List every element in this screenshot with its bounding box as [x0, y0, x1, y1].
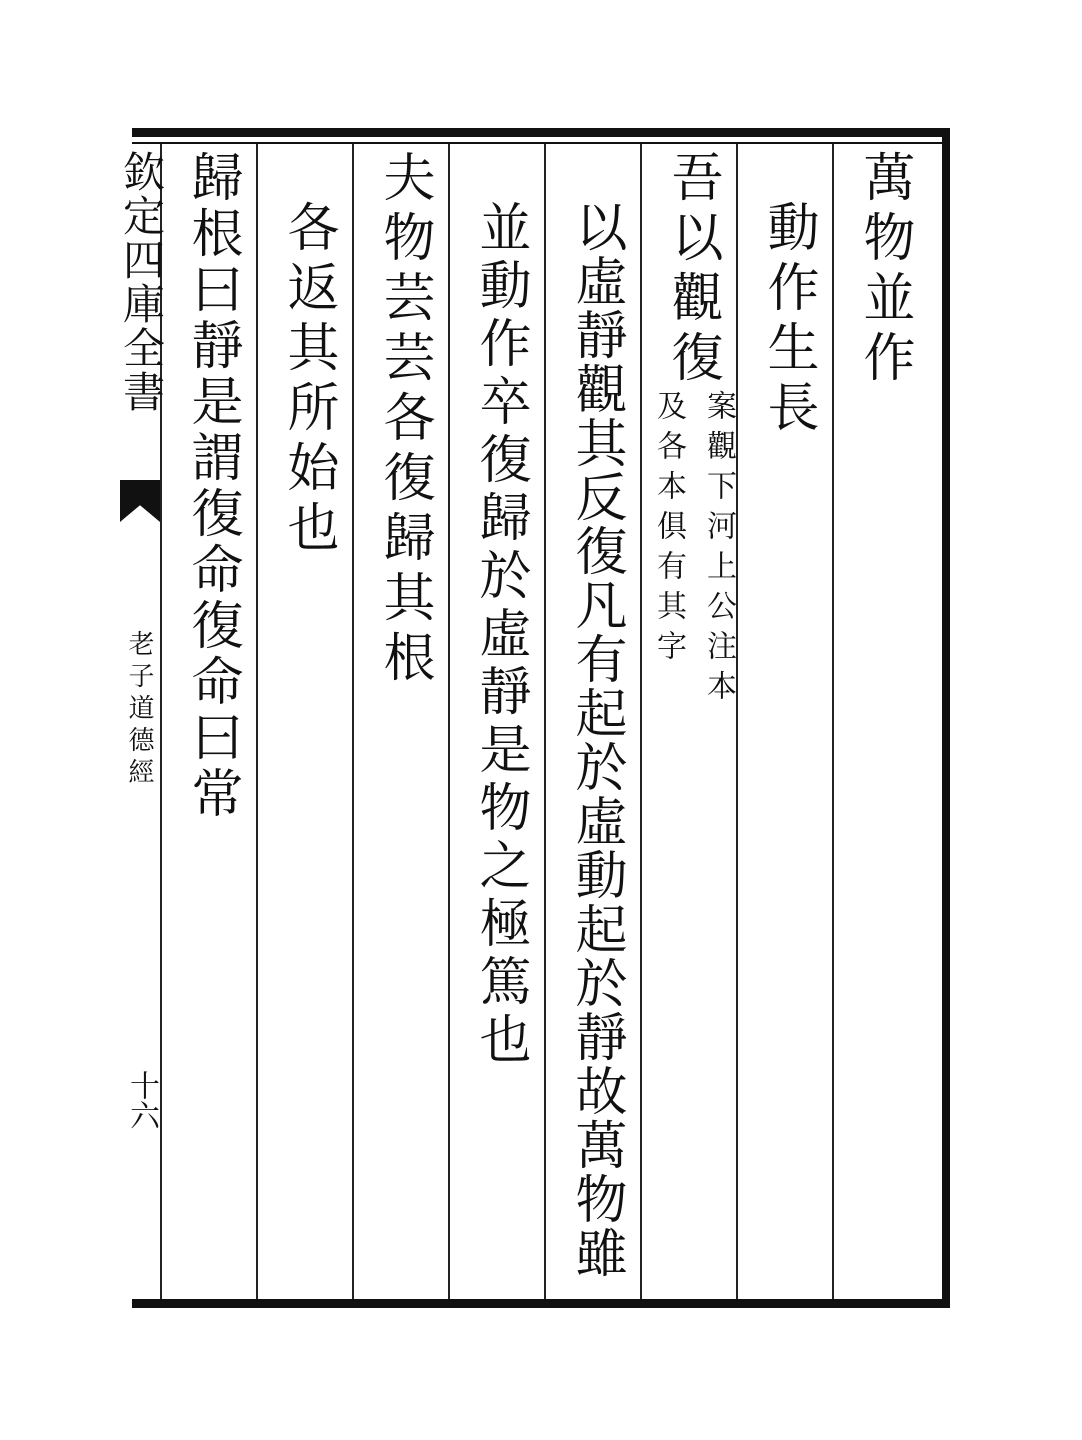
book-series-title: 欽定四庫全書 — [117, 150, 166, 414]
column-divider — [544, 144, 546, 1299]
annotation-left: 及各本俱有其字 — [651, 390, 686, 670]
text-column-3: 吾以觀復 — [662, 150, 722, 390]
column-divider — [352, 144, 354, 1299]
top-border-thin — [132, 142, 950, 144]
top-border — [132, 128, 950, 137]
column-divider — [736, 144, 738, 1299]
column-divider — [832, 144, 834, 1299]
book-title: 老子道德經 — [124, 630, 154, 790]
text-column-1: 萬物並作 — [854, 150, 914, 390]
column-divider — [256, 144, 258, 1299]
column-divider — [640, 144, 642, 1299]
text-column-7: 各返其所始也 — [278, 200, 338, 560]
text-column-2: 動作生長 — [758, 200, 818, 440]
text-column-5: 並動作卒復歸於虛靜是物之極篤也 — [470, 200, 530, 1070]
page-frame — [132, 128, 950, 1308]
column-divider — [448, 144, 450, 1299]
center-margin — [112, 150, 168, 1290]
bottom-border — [132, 1299, 950, 1308]
text-column-8: 歸根曰靜是謂復命復命曰常 — [182, 150, 242, 822]
annotation-right: 案觀下河上公注本 — [701, 390, 736, 710]
right-border — [942, 128, 950, 1308]
page-number: 十六 — [124, 1070, 159, 1130]
fishtail-mark-icon — [120, 480, 160, 522]
text-column-6: 夫物芸芸各復歸其根 — [374, 150, 434, 690]
text-column-4: 以虛靜觀其反復凡有起於虛動起於靜故萬物雖 — [566, 200, 626, 1280]
